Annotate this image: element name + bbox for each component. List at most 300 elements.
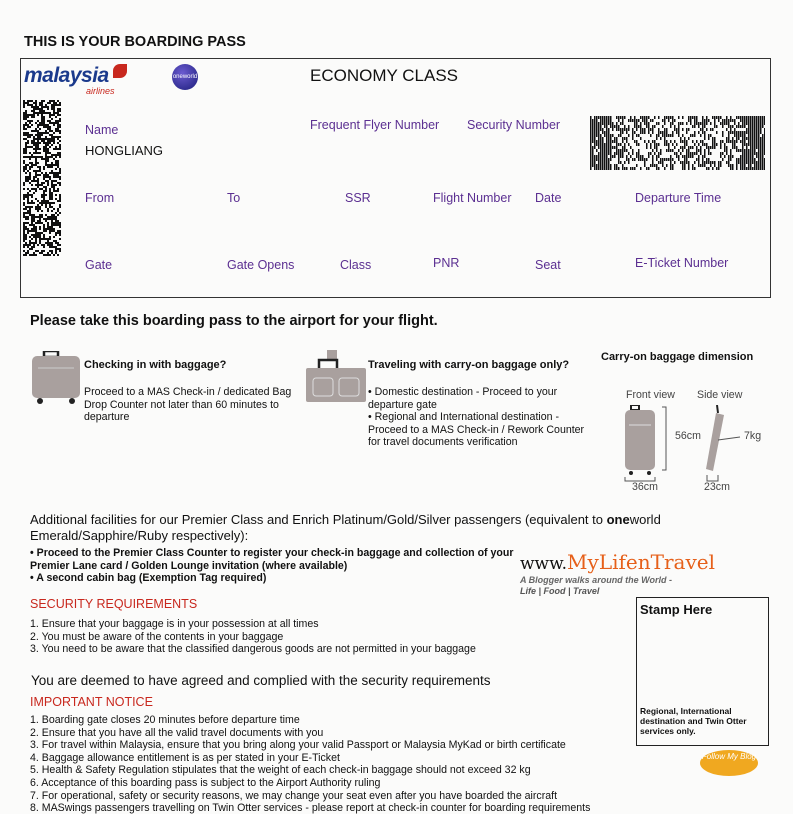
barcode-cell	[604, 125, 606, 128]
barcode-cell	[57, 108, 59, 110]
barcode-cell	[51, 226, 53, 228]
barcode-cell	[670, 125, 672, 128]
barcode-cell	[758, 158, 760, 161]
barcode-cell	[39, 222, 41, 224]
barcode-cell	[590, 149, 592, 152]
barcode-cell	[29, 168, 31, 170]
barcode-cell	[684, 161, 686, 164]
barcode-cell	[764, 164, 765, 167]
barcode-cell	[35, 240, 37, 242]
barcode-cell	[748, 164, 750, 167]
barcode-cell	[750, 167, 752, 170]
barcode-cell	[720, 140, 722, 143]
barcode-cell	[35, 190, 37, 192]
barcode-cell	[29, 244, 31, 246]
barcode-cell	[624, 146, 626, 149]
barcode-cell	[23, 166, 25, 168]
barcode-cell	[716, 143, 718, 146]
barcode-cell	[660, 131, 662, 134]
name-label: Name	[85, 123, 119, 137]
barcode-cell	[748, 122, 750, 125]
barcode-cell	[758, 152, 760, 155]
barcode-cell	[49, 166, 51, 168]
barcode-cell	[29, 126, 31, 128]
barcode-cell	[744, 131, 746, 134]
barcode-cell	[616, 140, 618, 143]
barcode-cell	[49, 134, 51, 136]
barcode-cell	[612, 134, 614, 137]
barcode-cell	[55, 160, 57, 162]
barcode-cell	[606, 143, 608, 146]
barcode-cell	[740, 149, 742, 152]
barcode-cell	[720, 152, 722, 155]
barcode-cell	[762, 155, 764, 158]
barcode-cell	[39, 122, 41, 124]
barcode-cell	[610, 119, 612, 122]
barcode-cell	[59, 130, 61, 132]
barcode-cell	[57, 222, 59, 224]
barcode-cell	[31, 248, 33, 250]
barcode-cell	[646, 116, 648, 119]
barcode-cell	[53, 228, 55, 230]
barcode-cell	[738, 116, 740, 119]
barcode-cell	[59, 204, 61, 206]
barcode-cell	[55, 220, 57, 222]
barcode-cell	[600, 143, 602, 146]
barcode-cell	[33, 246, 35, 248]
barcode-cell	[700, 122, 702, 125]
barcode-cell	[640, 158, 642, 161]
barcode-cell	[23, 254, 25, 256]
barcode-cell	[732, 155, 734, 158]
barcode-cell	[712, 137, 714, 140]
barcode-cell	[736, 161, 738, 164]
barcode-cell	[29, 212, 31, 214]
barcode-cell	[646, 167, 648, 170]
barcode-cell	[632, 137, 634, 140]
barcode-cell	[678, 122, 680, 125]
barcode-cell	[592, 155, 594, 158]
barcode-cell	[748, 137, 750, 140]
barcode-cell	[33, 114, 35, 116]
barcode-cell	[618, 143, 620, 146]
barcode-cell	[762, 125, 764, 128]
barcode-cell	[704, 155, 706, 158]
barcode-cell	[55, 184, 57, 186]
barcode-cell	[604, 146, 606, 149]
barcode-cell	[624, 161, 626, 164]
barcode-cell	[39, 110, 41, 112]
barcode-cell	[55, 252, 57, 254]
barcode-cell	[47, 150, 49, 152]
barcode-cell	[612, 128, 614, 131]
barcode-cell	[606, 146, 608, 149]
barcode-cell	[47, 210, 49, 212]
barcode-cell	[31, 114, 33, 116]
barcode-cell	[762, 167, 764, 170]
barcode-cell	[33, 218, 35, 220]
barcode-cell	[47, 138, 49, 140]
barcode-cell	[49, 206, 51, 208]
barcode-cell	[670, 116, 672, 119]
barcode-cell	[23, 214, 25, 216]
barcode-cell	[47, 240, 49, 242]
barcode-cell	[31, 164, 33, 166]
barcode-cell	[720, 146, 722, 149]
barcode-cell	[670, 167, 672, 170]
barcode-cell	[682, 128, 684, 131]
barcode-cell	[632, 152, 634, 155]
name-value: HONGLIANG	[85, 143, 164, 158]
barcode-cell	[760, 158, 762, 161]
barcode-cell	[762, 137, 764, 140]
barcode-cell	[652, 158, 654, 161]
barcode-cell	[596, 164, 598, 167]
barcode-cell	[49, 140, 51, 142]
barcode-cell	[45, 160, 47, 162]
barcode-cell	[45, 230, 47, 232]
barcode-cell	[688, 155, 690, 158]
barcode-cell	[57, 160, 59, 162]
barcode-cell	[43, 250, 45, 252]
barcode-cell	[49, 250, 51, 252]
barcode-cell	[37, 120, 39, 122]
barcode-cell	[662, 161, 664, 164]
barcode-cell	[51, 222, 53, 224]
barcode-cell	[39, 132, 41, 134]
carry-line: for travel documents verification	[368, 436, 518, 448]
barcode-cell	[23, 152, 25, 154]
notice-list	[30, 714, 590, 814]
barcode-cell	[724, 155, 726, 158]
barcode-cell	[59, 154, 61, 156]
barcode-cell	[658, 143, 660, 146]
checkin-line: departure	[84, 411, 130, 423]
barcode-cell	[594, 125, 596, 128]
barcode-cell	[726, 116, 728, 119]
barcode-cell	[49, 254, 51, 256]
barcode-cell	[51, 194, 53, 196]
barcode-cell	[53, 102, 55, 104]
barcode-cell	[730, 128, 732, 131]
barcode-cell	[682, 164, 684, 167]
barcode-cell	[59, 224, 61, 226]
barcode-cell	[634, 116, 636, 119]
barcode-cell	[684, 146, 686, 149]
barcode-cell	[710, 128, 712, 131]
barcode-cell	[43, 200, 45, 202]
barcode-cell	[600, 137, 602, 140]
barcode-cell	[53, 138, 55, 140]
barcode-cell	[47, 152, 49, 154]
barcode-cell	[620, 161, 622, 164]
barcode-cell	[39, 152, 41, 154]
barcode-cell	[35, 230, 37, 232]
barcode-cell	[604, 143, 606, 146]
barcode-cell	[718, 119, 720, 122]
barcode-cell	[25, 124, 27, 126]
barcode-cell	[49, 232, 51, 234]
barcode-cell	[53, 236, 55, 238]
barcode-cell	[27, 228, 29, 230]
barcode-cell	[31, 180, 33, 182]
barcode-cell	[706, 128, 708, 131]
watermark-site[interactable]	[520, 550, 715, 574]
barcode-cell	[704, 131, 706, 134]
barcode-cell	[55, 232, 57, 234]
barcode-cell	[648, 116, 650, 119]
barcode-cell	[748, 119, 750, 122]
barcode-cell	[590, 116, 592, 119]
barcode-cell	[29, 208, 31, 210]
barcode-cell	[35, 228, 37, 230]
barcode-cell	[37, 204, 39, 206]
barcode-cell	[59, 124, 61, 126]
barcode-cell	[590, 140, 592, 143]
barcode-cell	[634, 140, 636, 143]
barcode-cell	[55, 180, 57, 182]
barcode-cell	[23, 240, 25, 242]
barcode-cell	[41, 110, 43, 112]
barcode-cell	[744, 143, 746, 146]
barcode-cell	[31, 234, 33, 236]
barcode-cell	[610, 158, 612, 161]
barcode-cell	[598, 164, 600, 167]
barcode-cell	[45, 172, 47, 174]
barcode-cell	[59, 144, 61, 146]
notice-item: 5. Health & Safety Regulation stipulates that the weight of each check-in baggage should not exceed 32 kg	[30, 764, 531, 777]
barcode-cell	[55, 156, 57, 158]
barcode-cell	[754, 152, 756, 155]
watermark-name: MyLifenTravel	[567, 550, 715, 574]
barcode-cell	[33, 252, 35, 254]
barcode-cell	[600, 152, 602, 155]
barcode-cell	[43, 138, 45, 140]
barcode-cell	[57, 142, 59, 144]
barcode-cell	[692, 134, 694, 137]
barcode-cell	[692, 125, 694, 128]
barcode-cell	[43, 218, 45, 220]
barcode-cell	[732, 140, 734, 143]
barcode-cell	[696, 149, 698, 152]
barcode-cell	[672, 149, 674, 152]
barcode-cell	[59, 178, 61, 180]
barcode-cell	[43, 122, 45, 124]
barcode-cell	[654, 146, 656, 149]
barcode-cell	[594, 161, 596, 164]
barcode-cell	[686, 161, 688, 164]
barcode-cell	[27, 218, 29, 220]
barcode-cell	[668, 119, 670, 122]
barcode-cell	[25, 110, 27, 112]
barcode-cell	[43, 194, 45, 196]
barcode-cell	[592, 119, 594, 122]
barcode-cell	[49, 142, 51, 144]
barcode-cell	[680, 137, 682, 140]
barcode-cell	[664, 137, 666, 140]
barcode-cell	[756, 164, 758, 167]
barcode-cell	[608, 119, 610, 122]
barcode-cell	[750, 155, 752, 158]
barcode-cell	[692, 167, 694, 170]
barcode-cell	[628, 152, 630, 155]
barcode-cell	[47, 126, 49, 128]
barcode-cell	[734, 131, 736, 134]
barcode-cell	[660, 158, 662, 161]
barcode-cell	[45, 242, 47, 244]
barcode-cell	[594, 134, 596, 137]
barcode-cell	[726, 137, 728, 140]
barcode-cell	[23, 222, 25, 224]
barcode-cell	[650, 143, 652, 146]
barcode-cell	[49, 202, 51, 204]
barcode-cell	[49, 126, 51, 128]
barcode-cell	[720, 164, 722, 167]
barcode-cell	[612, 146, 614, 149]
barcode-cell	[754, 137, 756, 140]
barcode-cell	[744, 158, 746, 161]
barcode-cell	[682, 167, 684, 170]
barcode-cell	[53, 174, 55, 176]
barcode-cell	[39, 236, 41, 238]
barcode-cell	[682, 134, 684, 137]
barcode-cell	[51, 228, 53, 230]
barcode-cell	[59, 156, 61, 158]
barcode-cell	[742, 125, 744, 128]
barcode-cell	[608, 161, 610, 164]
barcode-cell	[724, 143, 726, 146]
barcode-cell	[654, 164, 656, 167]
barcode-cell	[45, 200, 47, 202]
barcode-cell	[59, 110, 61, 112]
barcode-cell	[756, 167, 758, 170]
barcode-cell	[598, 161, 600, 164]
barcode-cell	[45, 204, 47, 206]
barcode-cell	[55, 164, 57, 166]
barcode-cell	[33, 164, 35, 166]
watermark-tags: Life | Food | Travel	[520, 586, 600, 596]
barcode-cell	[656, 122, 658, 125]
barcode-cell	[25, 216, 27, 218]
barcode-cell	[29, 174, 31, 176]
barcode-cell	[714, 119, 716, 122]
follow-blog-badge[interactable]: Follow My Blog	[700, 750, 758, 776]
barcode-cell	[734, 134, 736, 137]
barcode-cell	[708, 134, 710, 137]
barcode-cell	[664, 143, 666, 146]
barcode-cell	[596, 158, 598, 161]
barcode-right	[590, 116, 765, 170]
barcode-cell	[606, 122, 608, 125]
barcode-cell	[632, 131, 634, 134]
barcode-cell	[49, 102, 51, 104]
barcode-cell	[762, 143, 764, 146]
barcode-cell	[51, 250, 53, 252]
barcode-cell	[41, 232, 43, 234]
barcode-cell	[668, 146, 670, 149]
barcode-cell	[610, 146, 612, 149]
carry-line: Proceed to a MAS Check-in / Rework Counter	[368, 423, 585, 436]
barcode-cell	[730, 152, 732, 155]
barcode-cell	[27, 134, 29, 136]
height-label: 56cm	[675, 430, 701, 442]
barcode-cell	[57, 100, 59, 102]
barcode-cell	[624, 149, 626, 152]
barcode-cell	[742, 122, 744, 125]
barcode-cell	[57, 232, 59, 234]
barcode-cell	[758, 140, 760, 143]
barcode-cell	[31, 154, 33, 156]
barcode-cell	[57, 104, 59, 106]
barcode-cell	[730, 149, 732, 152]
barcode-cell	[754, 131, 756, 134]
barcode-cell	[620, 134, 622, 137]
barcode-cell	[666, 149, 668, 152]
barcode-cell	[596, 134, 598, 137]
barcode-cell	[756, 122, 758, 125]
barcode-cell	[736, 116, 738, 119]
barcode-cell	[35, 242, 37, 244]
barcode-cell	[636, 152, 638, 155]
barcode-cell	[656, 134, 658, 137]
barcode-cell	[39, 102, 41, 104]
barcode-cell	[628, 134, 630, 137]
barcode-cell	[53, 106, 55, 108]
barcode-cell	[692, 146, 694, 149]
barcode-cell	[698, 131, 700, 134]
barcode-cell	[618, 155, 620, 158]
barcode-cell	[33, 234, 35, 236]
barcode-cell	[51, 184, 53, 186]
barcode-cell	[37, 236, 39, 238]
barcode-cell	[27, 178, 29, 180]
barcode-cell	[27, 100, 29, 102]
barcode-cell	[650, 152, 652, 155]
barcode-cell	[57, 148, 59, 150]
barcode-cell	[742, 164, 744, 167]
barcode-cell	[640, 125, 642, 128]
instruction-heading: Please take this boarding pass to the airport for your flight.	[30, 313, 438, 329]
barcode-cell	[35, 156, 37, 158]
barcode-cell	[55, 136, 57, 138]
barcode-cell	[744, 122, 746, 125]
barcode-cell	[730, 116, 732, 119]
barcode-cell	[43, 238, 45, 240]
barcode-cell	[746, 146, 748, 149]
barcode-cell	[45, 158, 47, 160]
barcode-cell	[25, 212, 27, 214]
barcode-cell	[666, 116, 668, 119]
barcode-cell	[650, 164, 652, 167]
barcode-cell	[45, 164, 47, 166]
barcode-cell	[57, 152, 59, 154]
barcode-cell	[636, 122, 638, 125]
barcode-cell	[628, 143, 630, 146]
barcode-cell	[654, 140, 656, 143]
barcode-cell	[27, 192, 29, 194]
barcode-cell	[47, 102, 49, 104]
barcode-cell	[29, 156, 31, 158]
barcode-cell	[688, 149, 690, 152]
barcode-cell	[47, 112, 49, 114]
barcode-cell	[31, 188, 33, 190]
barcode-cell	[33, 188, 35, 190]
barcode-cell	[29, 224, 31, 226]
barcode-cell	[640, 116, 642, 119]
barcode-cell	[630, 119, 632, 122]
barcode-cell	[664, 167, 666, 170]
barcode-cell	[726, 119, 728, 122]
